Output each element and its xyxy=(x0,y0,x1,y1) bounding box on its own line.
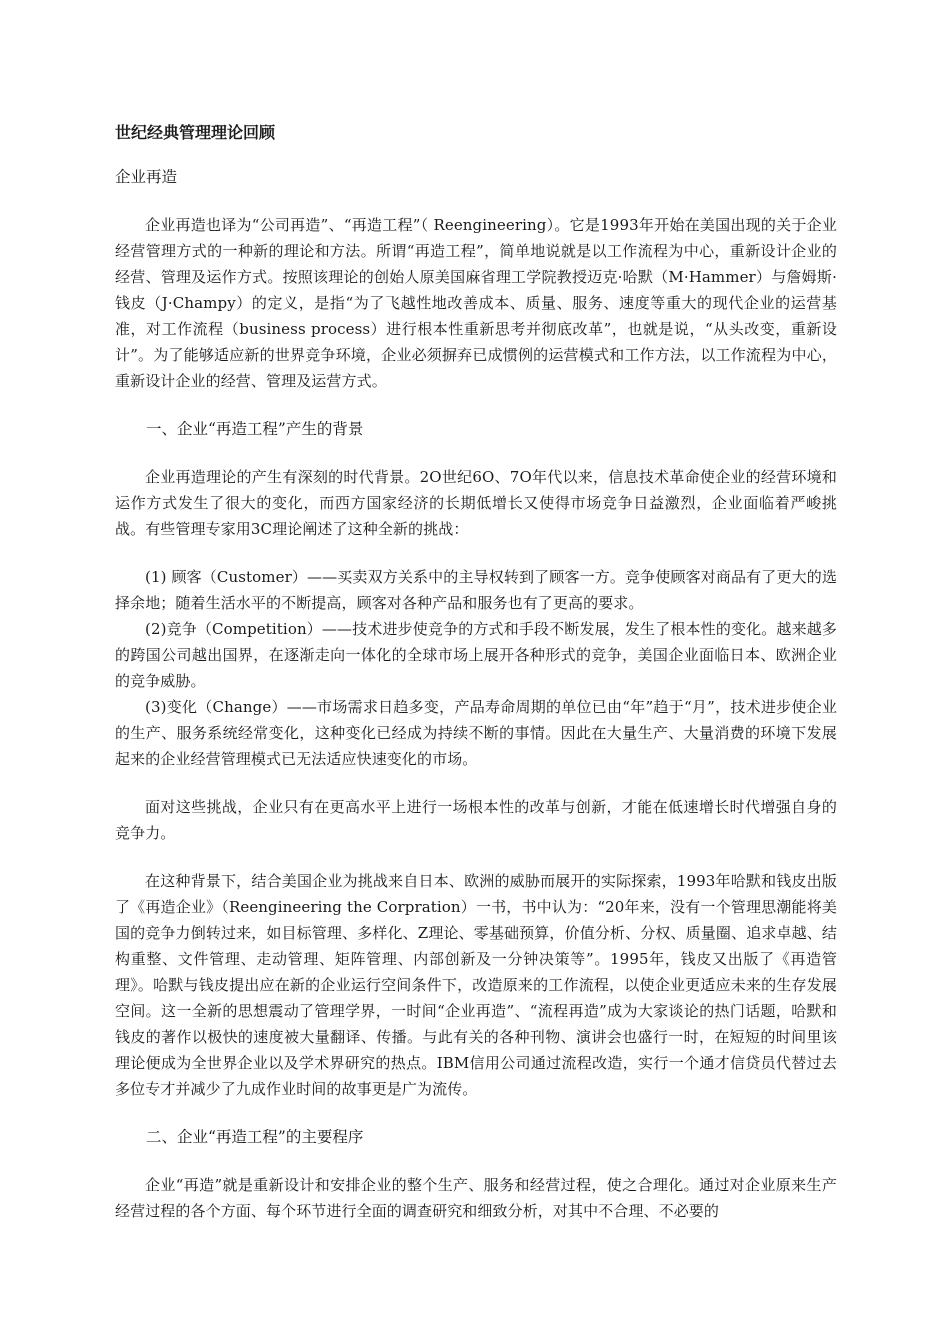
challenge-item-customer: (1) 顾客（Customer）——买卖双方关系中的主导权转到了顾客一方。竞争使顾客对商品有了更大的选择余地；随着生活水平的不断提高，顾客对各种产品和服务也有了更高的要求。 xyxy=(115,568,837,612)
heading-background: 一、企业“再造工程”产生的背景 xyxy=(146,420,364,438)
challenge-list xyxy=(115,564,837,772)
procedure-paragraph: 企业“再造”就是重新设计和安排企业的整个生产、服务和经营过程，使之合理化。通过对企业原来生产经营过程的各个方面、每个环节进行全面的调查研究和细致分析，对其中不合理、不必要的 xyxy=(115,1176,837,1220)
document-page xyxy=(115,120,837,1246)
background-paragraph: 企业再造理论的产生有深刻的时代背景。2O世纪6O、7O年代以来，信息技术革命使企业的经营环境和运作方式发生了很大的变化，而西方国家经济的长期低增长又使得市场竞争日益激烈，企业面临着严峻挑战。有些管理专家用3C理论阐述了这种全新的挑战： xyxy=(115,468,837,538)
document-title: 世纪经典管理理论回顾 xyxy=(115,123,276,142)
challenge-item-change: (3)变化（Change）——市场需求日趋多变，产品寿命周期的单位已由“年”趋于“月”，技术进步使企业的生产、服务系统经常变化，这种变化已经成为持续不断的事情。因此在大量生产、大量消费的环境下发展起来的企业经营管理模式已无法适应快速变化的市场。 xyxy=(115,698,837,768)
section-label: 企业再造 xyxy=(115,168,178,186)
response-paragraph: 面对这些挑战，企业只有在更高水平上进行一场根本性的改革与创新，才能在低速增长时代增强自身的竞争力。 xyxy=(115,798,837,842)
challenge-item-competition: (2)竞争（Competition）——技术进步使竞争的方式和手段不断发展，发生了根本性的变化。越来越多的跨国公司越出国界，在逐渐走向一体化的全球市场上展开各种形式的竞争，美国企业面临日本、欧洲企业的竞争威胁。 xyxy=(115,620,837,690)
intro-paragraph: 企业再造也译为“公司再造”、“再造工程”（ Reengineering）。它是1993年开始在美国出现的关于企业经营管理方式的一种新的理论和方法。所谓“再造工程”，简单地说就是以工作流程为中心，重新设计企业的经营、管理及运作方式。按照该理论的创始人原美国麻省理工学院教授迈克·哈默（M·Hammer）与詹姆斯·钱皮（J·Champy）的定义，是指“为了飞越性地改善成本、质量、服务、速度等重大的现代企业的运营基准，对工作流程（business process）进行根本性重新思考并彻底改革”，也就是说，“从头改变，重新设计”。为了能够适应新的世界竞争环境，企业必须摒弃已成惯例的运营模式和工作方法，以工作流程为中心，重新设计企业的经营、管理及运营方式。 xyxy=(115,216,837,390)
heading-procedure: 二、企业“再造工程”的主要程序 xyxy=(146,1128,364,1146)
history-paragraph: 在这种背景下，结合美国企业为挑战来自日本、欧洲的威胁而展开的实际探索，1993年哈默和钱皮出版了《再造企业》（Reengineering the Corpration）一书，书中认为：“20年来，没有一个管理思潮能将美国的竞争力倒转过来，如目标管理、多样化、Z理论、零基础预算，价值分析、分权、质量圈、追求卓越、结构重整、文件管理、走动管理、矩阵管理、内部创新及一分钟决策等”。1995年，钱皮又出版了《再造管理》。哈默与钱皮提出应在新的企业运行空间条件下，改造原来的工作流程，以使企业更适应未来的生存发展空间。这一全新的思想震动了管理学界，一时间“企业再造”、“流程再造”成为大家谈论的热门话题，哈默和钱皮的著作以极快的速度被大量翻译、传播。与此有关的各种刊物、演讲会也盛行一时，在短短的时间里该理论便成为全世界企业以及学术界研究的热点。IBM信用公司通过流程改造，实行一个通才信贷员代替过去多位专才并减少了九成作业时间的故事更是广为流传。 xyxy=(115,872,838,1098)
